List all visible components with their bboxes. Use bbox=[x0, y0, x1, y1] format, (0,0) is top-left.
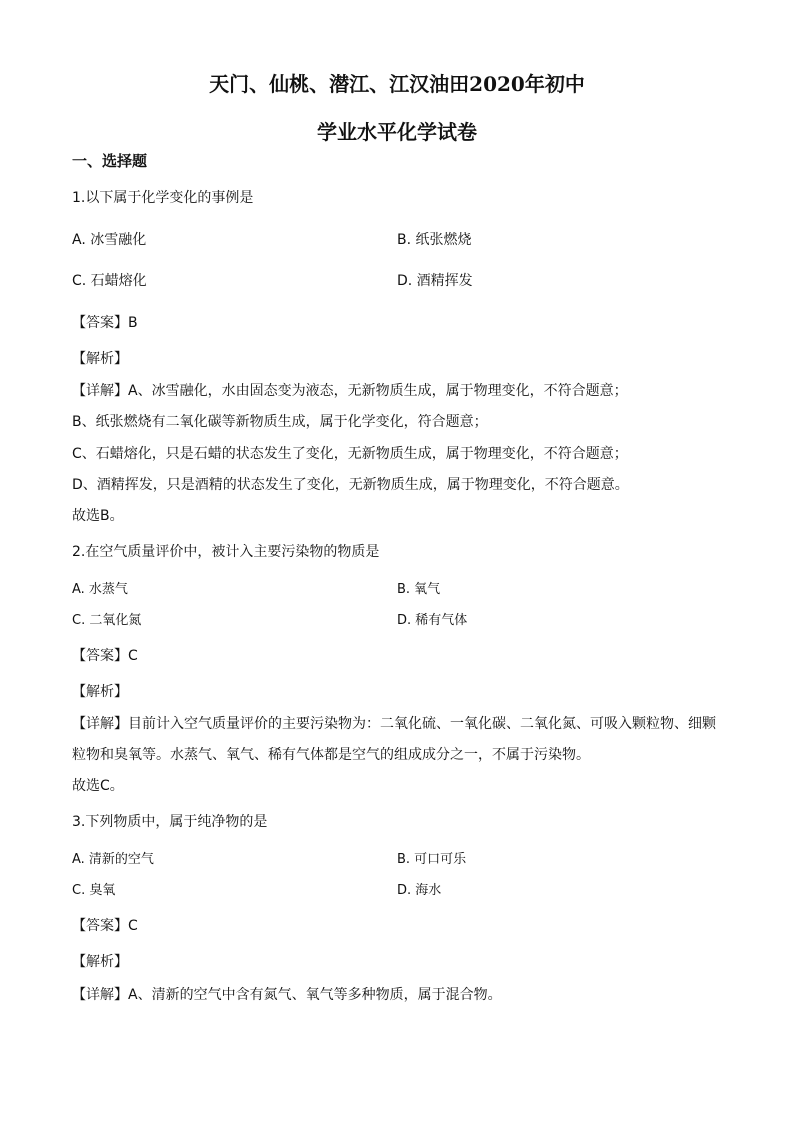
answer-label: 【答案】C bbox=[72, 648, 138, 664]
conclusion-line: 故选C。 bbox=[72, 778, 124, 794]
document-title-line1: 天门、仙桃、潜江、江汉油田2020年初中 bbox=[209, 72, 585, 96]
analysis-label: 【解析】 bbox=[72, 954, 128, 970]
explanation-line: 粒物和臭氧等。水蒸气、氧气、稀有气体都是空气的组成成分之一，不属于污染物。 bbox=[72, 747, 590, 763]
option-c: C. 石蜡熔化 bbox=[72, 273, 147, 289]
option-b: B. 纸张燃烧 bbox=[397, 232, 472, 248]
answer-label: 【答案】B bbox=[72, 315, 138, 331]
option-a: A. 冰雪融化 bbox=[72, 232, 147, 248]
question-stem: 2.在空气质量评价中，被计入主要污染物的物质是 bbox=[72, 544, 380, 560]
explanation-line: C、石蜡熔化，只是石蜡的状态发生了变化，无新物质生成，属于物理变化，不符合题意； bbox=[72, 446, 628, 462]
option-b: B. 可口可乐 bbox=[397, 852, 467, 867]
explanation-line: 【详解】A、冰雪融化，水由固态变为液态，无新物质生成，属于物理变化，不符合题意； bbox=[72, 383, 628, 399]
option-a: A. 清新的空气 bbox=[72, 852, 154, 867]
option-c: C. 臭氧 bbox=[72, 883, 116, 898]
explanation-line: 【详解】目前计入空气质量评价的主要污染物为：二氧化硫、一氧化碳、二氧化氮、可吸入颗粒物、细颗 bbox=[72, 716, 716, 732]
document-title-line2: 学业水平化学试卷 bbox=[317, 120, 477, 144]
option-d: D. 酒精挥发 bbox=[397, 273, 473, 289]
conclusion-line: 故选B。 bbox=[72, 508, 124, 524]
question-stem: 3.下列物质中，属于纯净物的是 bbox=[72, 814, 268, 830]
option-c: C. 二氧化氮 bbox=[72, 613, 142, 628]
analysis-label: 【解析】 bbox=[72, 351, 128, 367]
analysis-label: 【解析】 bbox=[72, 684, 128, 700]
question-stem: 1.以下属于化学变化的事例是 bbox=[72, 190, 254, 206]
option-a: A. 水蒸气 bbox=[72, 582, 128, 597]
explanation-line: 【详解】A、清新的空气中含有氮气、氧气等多种物质，属于混合物。 bbox=[72, 987, 502, 1003]
section-heading: 一、选择题 bbox=[72, 152, 148, 170]
option-d: D. 稀有气体 bbox=[397, 613, 468, 628]
answer-label: 【答案】C bbox=[72, 918, 138, 934]
option-b: B. 氧气 bbox=[397, 582, 441, 597]
explanation-line: B、纸张燃烧有二氧化碳等新物质生成，属于化学变化，符合题意； bbox=[72, 414, 488, 430]
explanation-line: D、酒精挥发，只是酒精的状态发生了变化，无新物质生成，属于物理变化，不符合题意。 bbox=[72, 477, 629, 493]
option-d: D. 海水 bbox=[397, 883, 442, 898]
